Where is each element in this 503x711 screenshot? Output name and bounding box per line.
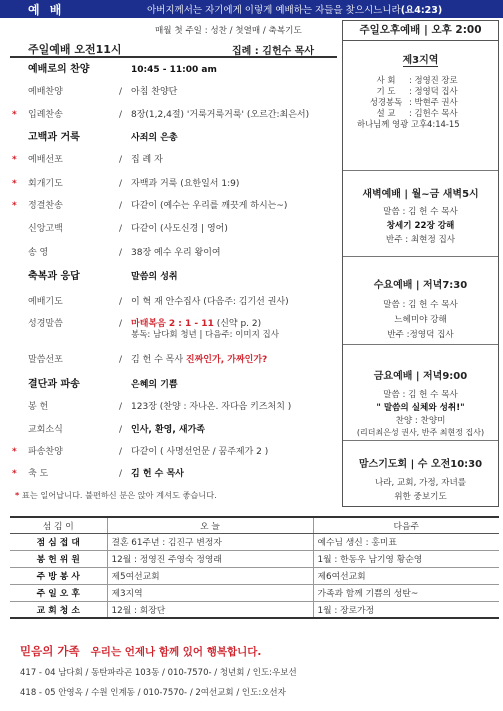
column-header-servant: 섬 김 이 — [10, 517, 107, 533]
other-services-panel — [342, 20, 499, 507]
service-order-label: 입례찬송 — [28, 110, 63, 120]
family-section-header — [20, 640, 500, 659]
sunday-service-order — [10, 22, 337, 507]
wednesday-service-box — [343, 257, 498, 345]
duty-row — [10, 550, 499, 567]
separator: / — [119, 110, 123, 120]
service-order-value: 10:45 - 11:00 am — [131, 65, 217, 75]
standing-note: * 표는 일어납니다. 불편하신 분은 앉아 계셔도 좋습니다. — [15, 490, 217, 500]
service-order-value: 38장 예수 우리 왕이여 — [131, 248, 221, 258]
duty-row — [10, 533, 499, 550]
service-order-label: 파송찬양 — [28, 447, 63, 457]
standing-marker: * — [12, 110, 17, 120]
column-header-today: 오 늘 — [107, 517, 313, 533]
service-order-label: 송 영 — [28, 248, 49, 258]
service-order-item — [10, 63, 337, 77]
afternoon-service-box — [343, 21, 498, 171]
service-order-item — [10, 108, 337, 122]
afternoon-officer: 설 교 : 김헌수 목사 — [376, 108, 458, 118]
service-order-label: 축복과 응답 — [28, 271, 80, 282]
service-order-label: 예배찬양 — [28, 87, 63, 97]
duty-next-week: 1월 : 한동우 남기영 황순영 — [313, 550, 499, 567]
friday-service-title: 금요예배 | 저녁9:00 — [373, 371, 468, 382]
service-order-label: 말씀선포 — [28, 355, 63, 365]
friday-service-box — [343, 345, 498, 441]
duty-today: 12월 : 정영진 주영숙 정영래 — [107, 550, 313, 567]
service-order-label: 고백과 거룩 — [28, 132, 80, 143]
friday-accompanist: (리더최은성 권사, 반주 최현정 집사) — [356, 428, 485, 437]
duty-row — [10, 584, 499, 601]
duty-today: 결혼 61주년 : 김진구 변정자 — [107, 533, 313, 550]
service-order-item — [10, 400, 337, 414]
service-order-item — [10, 199, 337, 213]
sunday-service-header — [10, 36, 337, 58]
dawn-preacher: 말씀 : 김 헌 수 목사 — [383, 207, 458, 217]
standing-marker: * — [12, 179, 17, 189]
duty-name: 교 회 청 소 — [10, 601, 107, 618]
service-order-label: 예배선포 — [28, 155, 63, 165]
separator: / — [119, 425, 123, 435]
separator: / — [119, 355, 123, 365]
duty-today: 제3지역 — [107, 584, 313, 601]
afternoon-sermon-text: 하나님께 영광 고후4:14-15 — [357, 119, 460, 129]
afternoon-district: 제3지역 — [403, 51, 439, 67]
service-order-item — [10, 177, 337, 191]
family-slogan: 우리는 언제나 함께 있어 행복합니다. — [90, 646, 262, 658]
monthly-note: 매월 첫 주일 : 성찬 / 첫열매 / 축복기도 — [155, 26, 302, 36]
separator: / — [119, 87, 123, 97]
service-order-item — [10, 317, 337, 340]
afternoon-officers — [343, 75, 498, 119]
moms-prayer-title: 맘스기도회 | 수 오전10:30 — [358, 459, 483, 470]
separator: / — [119, 319, 123, 329]
duty-row — [10, 601, 499, 618]
service-order-item — [10, 445, 337, 459]
service-duty-table — [10, 516, 499, 619]
separator: / — [119, 469, 123, 479]
service-order-label: 결단과 파송 — [28, 379, 80, 390]
banner-verse-ref: (요4:23) — [400, 5, 443, 16]
duty-next-week: 예수님 생신 : 홍미표 — [313, 533, 499, 550]
service-order-value: 이 혁 재 안수집사 (다음주: 김기선 권사) — [131, 297, 289, 307]
duty-table-header — [10, 517, 499, 533]
duty-next-week: 가족과 함께 기쁨의 성탄~ — [313, 584, 499, 601]
column-header-next-week: 다음주 — [313, 517, 499, 533]
service-order-value: 사죄의 은총 — [131, 133, 178, 143]
service-order-value: 다같이 (예수는 우리를 깨끗게 하시는~) — [131, 201, 288, 211]
wednesday-service-title: 수요예배 | 저녁7:30 — [373, 280, 468, 291]
separator: / — [119, 201, 123, 211]
sunday-service-title: 주일예배 오전11시 — [28, 43, 122, 56]
moms-prayer-line1: 나라, 교회, 가정, 자녀를 — [374, 478, 467, 488]
afternoon-officer: 사 회 : 정영진 장로 — [376, 75, 458, 85]
service-order-label: 신앙고백 — [28, 224, 63, 234]
dawn-accompanist: 반주 : 최현정 집사 — [385, 235, 456, 245]
service-order-value: 김 헌 수 목사 진짜인가, 가짜인가? — [131, 355, 268, 365]
service-order-label: 축 도 — [28, 469, 49, 479]
service-order-item — [10, 423, 337, 437]
service-order-item — [10, 353, 337, 367]
banner-title: 예 배 — [28, 3, 65, 17]
duty-today: 12월 : 회장단 — [107, 601, 313, 618]
duty-name: 주 방 봉 사 — [10, 567, 107, 584]
moms-prayer-box — [343, 441, 498, 507]
friday-preacher: 말씀 : 김 헌 수 목사 — [383, 390, 458, 400]
service-order-value: 다같이 ( 사명선언문 / 꿈주제가 2 ) — [131, 447, 269, 457]
service-order-value: 집 례 자 — [131, 155, 163, 165]
afternoon-service-title: 주일오후예배 | 오후 2:00 — [343, 21, 498, 41]
sunday-service-officiant: 집례 : 김헌수 목사 — [232, 46, 315, 57]
service-order-item — [10, 246, 337, 260]
service-order-item — [10, 222, 337, 236]
separator: / — [119, 179, 123, 189]
standing-marker: * — [12, 201, 17, 211]
duty-row — [10, 567, 499, 584]
separator: / — [119, 297, 123, 307]
banner-verse: 아버지께서는 자기에게 이렇게 예배하는 자들을 찾으시느니라(요4:23) — [147, 5, 443, 16]
moms-prayer-line2: 위한 중보기도 — [394, 492, 447, 502]
duty-name: 주 일 오 후 — [10, 584, 107, 601]
separator: / — [119, 447, 123, 457]
service-order-value: 마태복음 2 : 1 - 11 (신약 p. 2) — [131, 319, 262, 329]
duty-name: 봉 헌 위 원 — [10, 550, 107, 567]
scripture-reference: 마태복음 2 : 1 - 11 — [131, 319, 214, 329]
service-order-label: 정결찬송 — [28, 201, 63, 211]
dawn-service-title: 새벽예배 | 월~금 새벽5시 — [362, 189, 479, 200]
service-order-value: 김 헌 수 목사 — [131, 469, 184, 479]
duty-today: 제5여선교회 — [107, 567, 313, 584]
service-order-label: 교회소식 — [28, 425, 63, 435]
friday-praise: 찬양 : 찬양미 — [395, 416, 446, 426]
separator: / — [119, 155, 123, 165]
service-order-item — [10, 153, 337, 167]
wednesday-preacher: 말씀 : 김 헌 수 목사 — [383, 300, 458, 310]
family-entry: 418 - 05 안영옥 / 수원 인계동 / 010-7570- / 2여선교회 / 인도:오선자 — [20, 688, 286, 698]
standing-marker: * — [12, 155, 17, 165]
separator: / — [119, 402, 123, 412]
separator: / — [119, 248, 123, 258]
afternoon-officer: 기 도 : 정영덕 집사 — [376, 86, 458, 96]
service-order-value: 말씀의 성취 — [131, 272, 178, 282]
service-order-item — [10, 85, 337, 99]
service-order-value: 자백과 거룩 (요한일서 1:9) — [131, 179, 240, 189]
wednesday-text: 느헤미야 강해 — [394, 315, 447, 325]
service-order-value: 은혜의 기쁨 — [131, 380, 178, 390]
service-order-label: 봉 헌 — [28, 402, 49, 412]
duty-next-week: 제6여선교회 — [313, 567, 499, 584]
service-order-value: 123장 (찬양 : 자나온. 자다음 키즈처치 ) — [131, 402, 292, 412]
afternoon-officer: 성경봉독 : 박현주 권사 — [369, 97, 458, 107]
family-title: 믿음의 가족 — [20, 644, 80, 658]
service-order-label: 성경말씀 — [28, 319, 63, 329]
friday-text: " 말씀의 실체와 성취!" — [376, 403, 465, 413]
service-order-value: 다같이 (사도신경 | 영어) — [131, 224, 228, 234]
service-order-item — [10, 295, 337, 309]
separator: / — [119, 224, 123, 234]
worship-banner — [0, 0, 503, 18]
sermon-title: 진짜인가, 가짜인가? — [185, 355, 268, 365]
service-order-label: 예배기도 — [28, 297, 63, 307]
dawn-service-box — [343, 171, 498, 257]
service-order-label: 예배로의 찬양 — [28, 64, 90, 75]
family-entry: 417 - 04 남다회 / 동탄파라곤 103동 / 010-7570- / 청년회 / 인도:우보선 — [20, 668, 297, 678]
duty-next-week: 1월 : 장로가정 — [313, 601, 499, 618]
standing-marker: * — [12, 469, 17, 479]
service-order-value: 8장(1,2,4절) '거룩거룩거룩' (오르간:최은서) — [131, 110, 310, 120]
standing-marker: * — [12, 447, 17, 457]
scripture-reader: 봉독: 남다회 청년 | 다음주: 이미지 집사 — [131, 330, 279, 340]
service-order-value: 아침 찬양단 — [131, 87, 178, 97]
service-order-label: 회개기도 — [28, 179, 63, 189]
dawn-text: 창세기 22장 강해 — [386, 221, 455, 231]
service-order-value: 인사, 환영, 새가족 — [131, 425, 205, 435]
wednesday-accompanist: 반주 :정영덕 집사 — [387, 330, 454, 340]
service-order-item — [10, 270, 337, 284]
service-order-item — [10, 131, 337, 145]
duty-name: 점 심 접 대 — [10, 533, 107, 550]
service-order-item — [10, 467, 337, 481]
service-order-item — [10, 378, 337, 392]
